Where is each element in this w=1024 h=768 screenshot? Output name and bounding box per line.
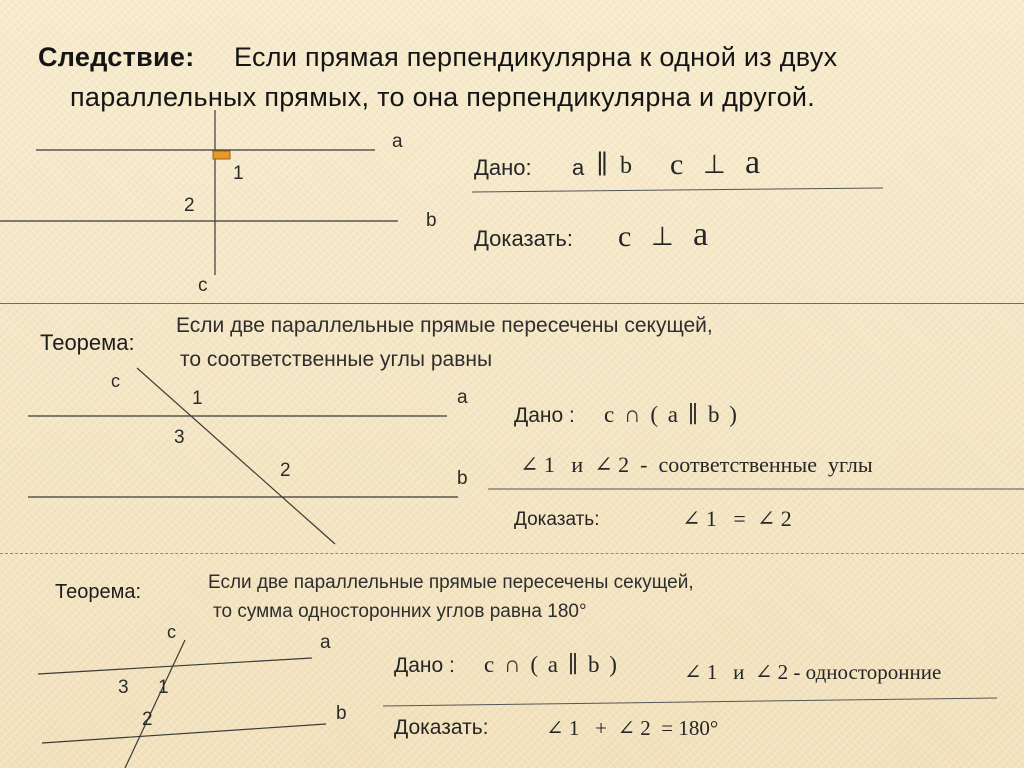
given-underline-1 [472, 188, 883, 192]
theorem2-given-angles: ∠ 1 и ∠ 2 - односторонние [684, 660, 942, 684]
corollary-given-a: a [572, 155, 585, 180]
corollary-given-parallel: ∥ [596, 150, 609, 179]
corollary-prove-c: c [618, 220, 632, 253]
theorem1-prove-expr: ∠ 1 = ∠ 2 [682, 506, 792, 531]
theorem2-prove-expr: ∠ 1 + ∠ 2 = 180° [546, 716, 719, 740]
fig2-angle-1: 1 [192, 388, 203, 409]
theorem1-heading: Теорема: [40, 330, 135, 355]
fig2-line-c [137, 368, 335, 544]
fig3-label-c: c [167, 622, 176, 642]
corollary-prove-perp: ⊥ [651, 222, 674, 252]
theorem2-text-line2: то сумма односторонних углов равна 180° [213, 601, 587, 622]
theorem2-prove-label: Доказать: [394, 716, 489, 739]
corollary-prove-a: a [693, 216, 709, 253]
corollary-text-line2: параллельных прямых, то она перпендикулярна и другой. [70, 82, 816, 112]
theorem1-text-line2: то соответственные углы равны [180, 348, 493, 371]
corollary-given-c: c [670, 148, 684, 181]
theorem1-prove-label: Доказать: [514, 509, 600, 530]
fig3-label-a: a [320, 632, 331, 653]
fig3-angle-1: 1 [158, 677, 169, 698]
given-underline-3 [383, 698, 997, 706]
fig1-label-b: b [426, 210, 437, 231]
fig2-label-c: c [111, 371, 120, 391]
theorem2-heading: Теорема: [55, 581, 142, 603]
corollary-prove-label: Доказать: [474, 226, 573, 251]
theorem1-given-expr: c ∩ ( a ∥ b ) [604, 402, 737, 427]
fig2-angle-3: 3 [174, 427, 185, 448]
theorem1-text-line1: Если две параллельные прямые пересечены секущей, [176, 314, 713, 337]
theorem2-text-line1: Если две параллельные прямые пересечены секущей, [208, 572, 694, 593]
section-divider-1 [0, 303, 1024, 304]
fig2-label-a: a [457, 387, 468, 408]
fig1-angle-2: 2 [184, 195, 195, 216]
section-divider-2 [0, 553, 1024, 554]
fig1-label-a: a [392, 131, 403, 152]
fig1-angle-1: 1 [233, 163, 244, 184]
fig3-label-b: b [336, 703, 347, 724]
fig3-angle-3: 3 [118, 677, 129, 698]
fig1-label-c: c [198, 275, 208, 296]
corollary-given-b: b [620, 153, 632, 179]
fig2-label-b: b [457, 468, 468, 489]
fig3-line-b [42, 724, 326, 743]
theorem2-given-expr: c ∩ ( a ∥ b ) [484, 652, 617, 677]
fig3-angle-2: 2 [142, 709, 153, 730]
corollary-given-perp: ⊥ [703, 150, 726, 180]
corollary-heading: Следствие: [38, 42, 195, 72]
fig3-line-c [125, 640, 185, 768]
fig2-angle-2: 2 [280, 460, 291, 481]
corollary-given-label: Дано: [474, 155, 532, 180]
theorem1-given-angles: ∠ 1 и ∠ 2 - соответственные углы [520, 452, 873, 477]
theorem2-given-label: Дано : [394, 654, 455, 677]
corollary-text-line1: Если прямая перпендикулярна к одной из двух [234, 42, 838, 72]
right-angle-mark [213, 151, 230, 159]
corollary-given-a2: a [745, 144, 761, 181]
theorem1-given-label: Дано : [514, 404, 575, 427]
